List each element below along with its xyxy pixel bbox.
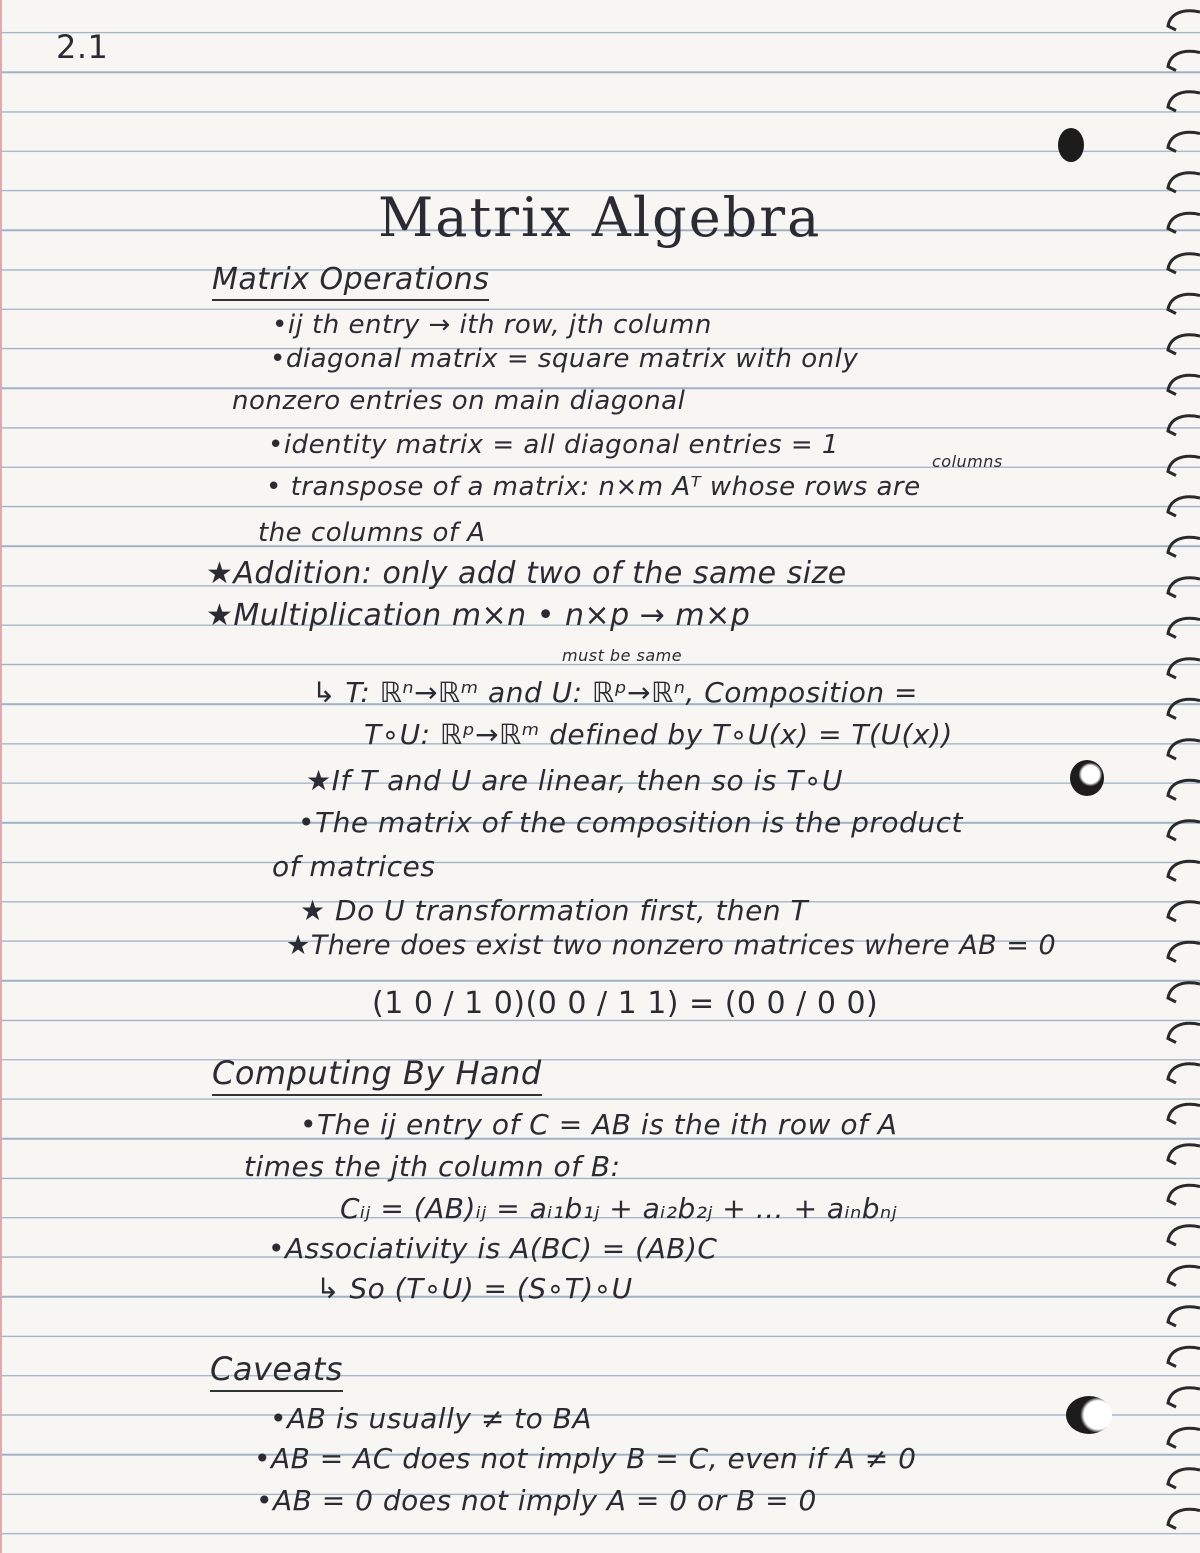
spiral-coil	[1168, 1023, 1200, 1042]
note-line: •ij th entry → ith row, jth column	[272, 310, 712, 340]
note-line: ↳ T: ℝⁿ→ℝᵐ and U: ℝᵖ→ℝⁿ, Composition =	[312, 676, 918, 709]
margin-line	[0, 0, 2, 1553]
spiral-coil	[1168, 254, 1200, 273]
note-line: •AB = 0 does not imply A = 0 or B = 0	[256, 1484, 817, 1517]
section-heading-caveats: Caveats	[210, 1350, 343, 1392]
correction-note: columns	[932, 452, 1003, 471]
page-title: Matrix Algebra	[378, 186, 822, 249]
note-line: •identity matrix = all diagonal entries = 1	[268, 430, 839, 460]
note-line: •AB = AC does not imply B = C, even if A ≠ 0	[254, 1442, 917, 1475]
spiral-coil	[1168, 618, 1200, 637]
spiral-coil	[1168, 1469, 1200, 1488]
note-line: • transpose of a matrix: n×m Aᵀ whose rows are	[266, 472, 921, 502]
spiral-coil	[1168, 699, 1200, 718]
spiral-coil	[1168, 659, 1200, 678]
spiral-coil	[1168, 51, 1200, 70]
note-line: •The matrix of the composition is the product	[298, 806, 963, 839]
spiral-coil	[1168, 1307, 1200, 1326]
punch-hole-top	[1058, 128, 1084, 162]
note-line: ★Addition: only add two of the same size	[206, 556, 847, 591]
spiral-coil	[1168, 537, 1200, 556]
note-line: the columns of A	[258, 518, 486, 548]
spiral-coil	[1168, 213, 1200, 232]
spiral-coil	[1168, 740, 1200, 759]
note-line: times the jth column of B:	[244, 1150, 621, 1183]
spiral-coil	[1168, 1388, 1200, 1407]
section-number: 2.1	[56, 28, 109, 66]
matrix-example: (1 0 / 1 0)(0 0 / 1 1) = (0 0 / 0 0)	[372, 986, 879, 1021]
note-line: •AB is usually ≠ to BA	[270, 1402, 593, 1435]
spiral-coil	[1168, 294, 1200, 313]
spiral-coil	[1168, 456, 1200, 475]
note-line: ★ Do U transformation first, then T	[300, 894, 809, 927]
spiral-coil	[1168, 132, 1200, 151]
spiral-coil	[1168, 416, 1200, 435]
spiral-binding	[1152, 0, 1200, 1553]
note-line: •Associativity is A(BC) = (AB)C	[268, 1232, 718, 1265]
spiral-coil	[1168, 335, 1200, 354]
spiral-coil	[1168, 1145, 1200, 1164]
section-heading-matrix-operations: Matrix Operations	[212, 262, 489, 301]
note-line: ★There does exist two nonzero matrices where AB = 0	[286, 930, 1057, 961]
spiral-coil	[1168, 902, 1200, 921]
spiral-coil	[1168, 1064, 1200, 1083]
spiral-coil	[1168, 375, 1200, 394]
punch-hole-middle	[1070, 760, 1104, 796]
spiral-coil	[1168, 1104, 1200, 1123]
note-line: •diagonal matrix = square matrix with only	[270, 344, 859, 374]
spiral-coil	[1168, 861, 1200, 880]
note-line: of matrices	[272, 850, 436, 883]
note-line: ↳ So (T∘U) = (S∘T)∘U	[316, 1272, 633, 1305]
spiral-coil	[1168, 92, 1200, 111]
spiral-coil	[1168, 173, 1200, 192]
spiral-coil	[1168, 1266, 1200, 1285]
spiral-coil	[1168, 1347, 1200, 1366]
spiral-coil	[1168, 1226, 1200, 1245]
spiral-coil	[1168, 983, 1200, 1002]
spiral-coil	[1168, 497, 1200, 516]
spiral-coil	[1168, 11, 1200, 30]
spiral-coil	[1168, 942, 1200, 961]
section-heading-computing-by-hand: Computing By Hand	[212, 1054, 542, 1096]
formula-line: Cᵢⱼ = (AB)ᵢⱼ = aᵢ₁b₁ⱼ + aᵢ₂b₂ⱼ + … + aᵢₙbₙⱼ	[340, 1192, 898, 1225]
note-line: T∘U: ℝᵖ→ℝᵐ defined by T∘U(x) = T(U(x))	[364, 718, 953, 751]
note-line: ★Multiplication m×n • n×p → m×p	[206, 598, 751, 633]
spiral-coil	[1168, 1428, 1200, 1447]
note-line: nonzero entries on main diagonal	[232, 386, 686, 416]
spiral-coil	[1168, 1509, 1200, 1528]
note-line: ★If T and U are linear, then so is T∘U	[306, 764, 843, 797]
spiral-coil	[1168, 780, 1200, 799]
spiral-coil	[1168, 578, 1200, 597]
spiral-coil	[1168, 1185, 1200, 1204]
spiral-coil	[1168, 821, 1200, 840]
punch-hole-bottom	[1066, 1396, 1112, 1434]
note-line: •The ij entry of C = AB is the ith row of A	[300, 1108, 898, 1141]
annotation-must-be-same: must be same	[562, 646, 683, 665]
